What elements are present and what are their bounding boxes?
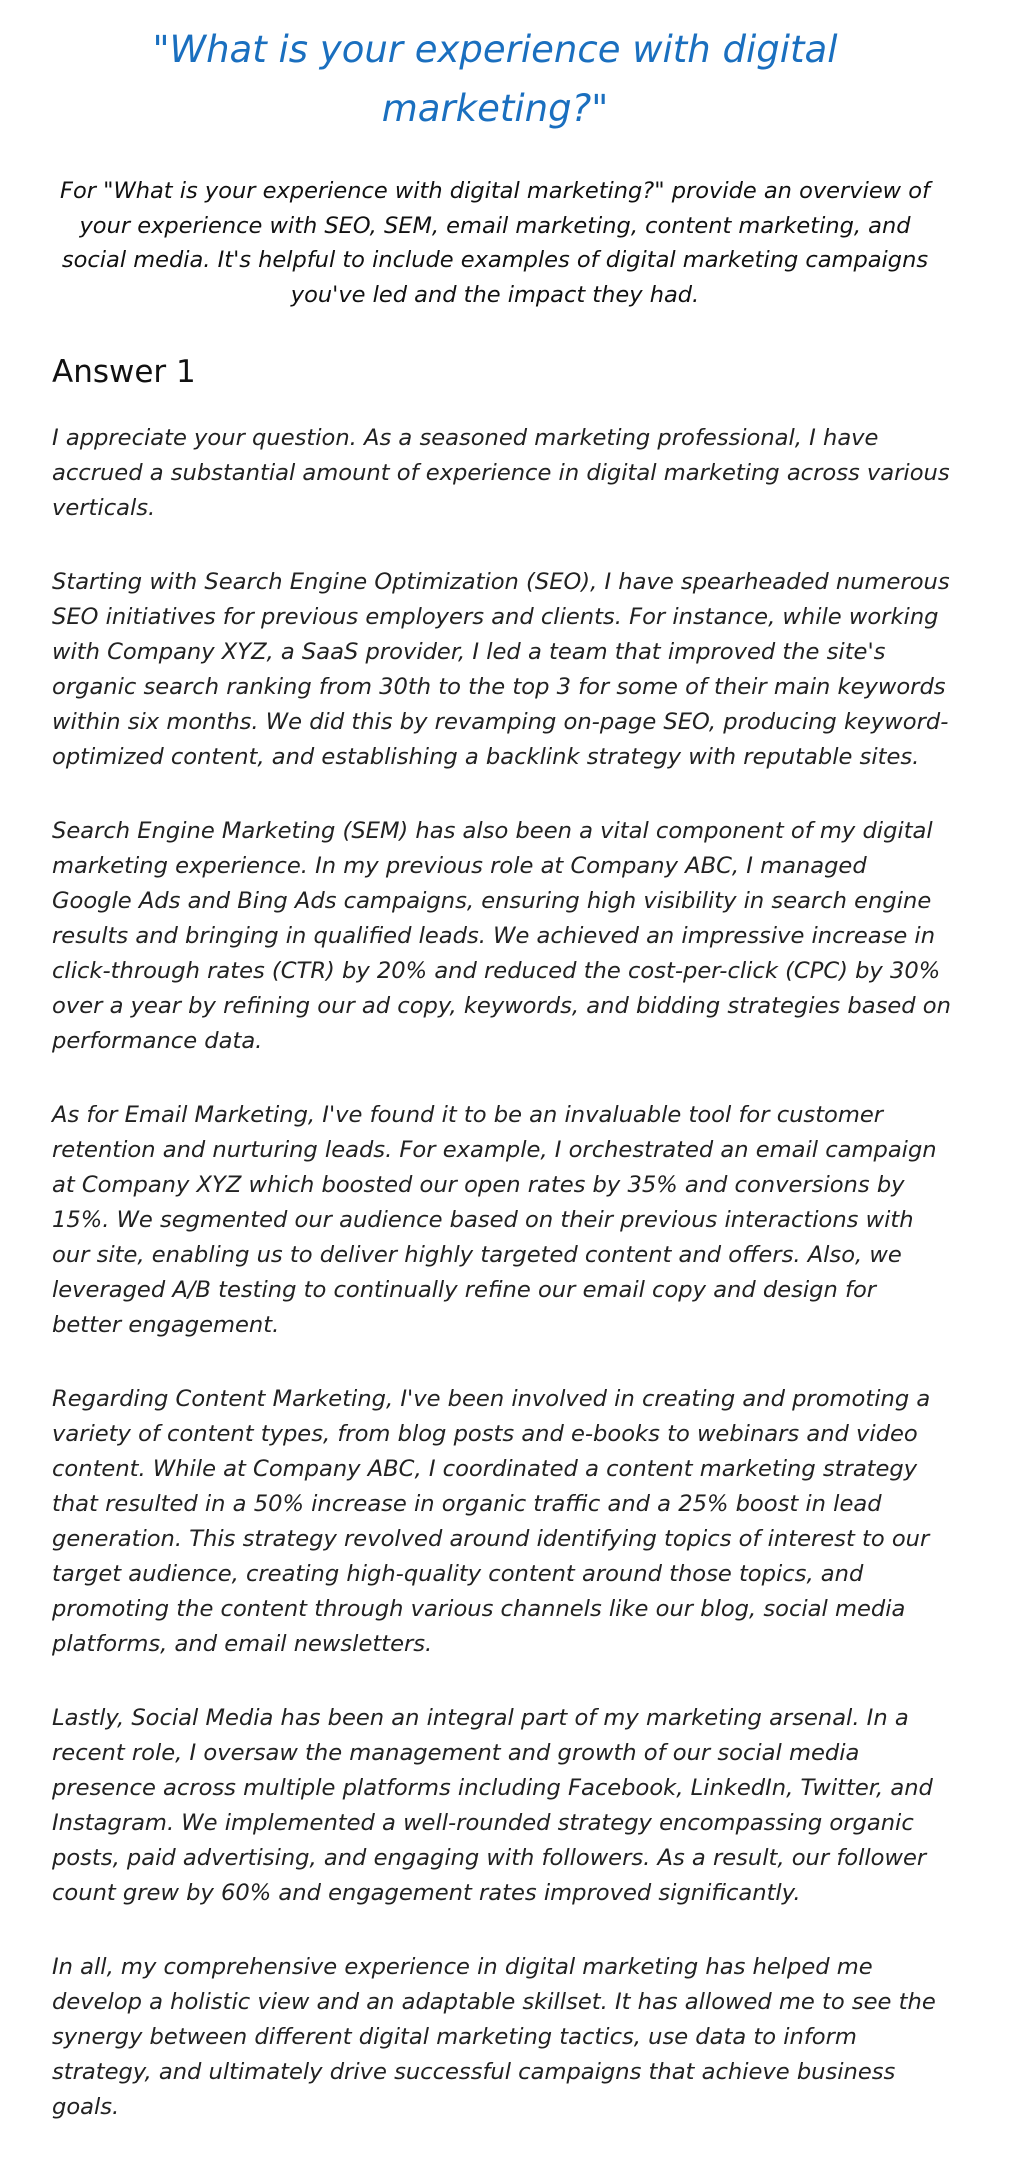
answer-body <box>52 421 952 2164</box>
answer-paragraph: As for Email Marketing, I've found it to be an invaluable tool for customer retention and nurturing leads. For example, I orchestrated an email campaign at Company XYZ which boosted our open rates by 35% and conversions by 15%. We segmented our audience based on their previous interactions with our site, enabling us to deliver highly targeted content and offers. Also, we leveraged A/B testing to continually refine our email copy and design for better engagement. <box>52 1102 937 1338</box>
answer-paragraph: I appreciate your question. As a seasoned marketing professional, I have accrued a substantial amount of experience in digital marketing across various verticals. <box>52 425 950 521</box>
answer-paragraph: Regarding Content Marketing, I've been involved in creating and promoting a variety of content types, from blog posts and e-books to webinars and video content. While at Company ABC, I coordinated a content marketing strategy that resulted in a 50% increase in organic traffic and a 25% boost in lead generation. This strategy revolved around identifying topics of interest to our target audience, creating high-quality content around those topics, and promoting the content through various channels like our blog, social media platforms, and email newsletters. <box>52 1386 931 1657</box>
question-title: "What is your experience with digital marketing?" <box>152 28 838 130</box>
answer-paragraph: Starting with Search Engine Optimization (SEO), I have spearheaded numerous SEO initiatives for previous employers and clients. For instance, while working with Company XYZ, a SaaS provider, I led a team that improved the site's organic search ranking from 30th to the top 3 for some of their main keywords within six months. We did this by revamping on-page SEO, producing keyword-optimized content, and establishing a backlink strategy with reputable sites. <box>52 569 950 770</box>
answer-paragraph: Lastly, Social Media has been an integral part of my marketing arsenal. In a recent role, I oversaw the management and growth of our social media presence across multiple platforms including Facebook, LinkedIn, Twitter, and Instagram. We implemented a well-rounded strategy encompassing organic posts, paid advertising, and engaging with followers. As a result, our follower count grew by 60% and engagement rates improved significantly. <box>52 1705 933 1906</box>
question-instructions: For "What is your experience with digital marketing?" provide an overview of your experience with SEO, SEM, email marketing, content marketing, and social media. It's helpful to include examples of digital marketing campaigns you've led and the impact they had. <box>60 178 930 308</box>
answer-heading: Answer 1 <box>52 354 196 390</box>
answer-paragraph: Search Engine Marketing (SEM) has also been a vital component of my digital marketing experience. In my previous role at Company ABC, I managed Google Ads and Bing Ads campaigns, ensuring high visibility in search engine results and bringing in qualified leads. We achieved an impressive increase in click-through rates (CTR) by 20% and reduced the cost-per-click (CPC) by 30% over a year by refining our ad copy, keywords, and bidding strategies based on performance data. <box>52 818 951 1054</box>
answer-paragraph: In all, my comprehensive experience in digital marketing has helped me develop a holistic view and an adaptable skillset. It has allowed me to see the synergy between different digital marketing tactics, use data to inform strategy, and ultimately drive successful campaigns that achieve business goals. <box>52 1954 936 2120</box>
